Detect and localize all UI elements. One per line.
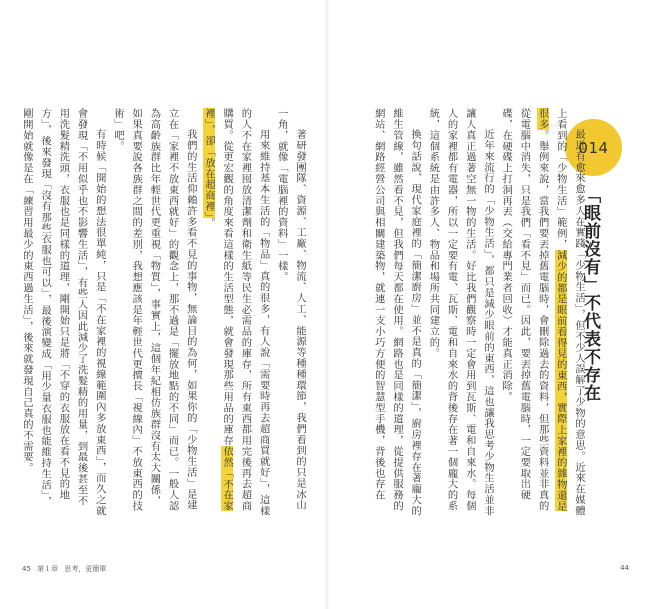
right-page-body <box>347 108 588 516</box>
left-page <box>0 0 327 609</box>
paragraph: 最近有愈來愈多人在實踐「少物生活」，但不少人誤解了少物的意思。近來在媒體上看到的「少物生活」範例，減少的都是眼前看得見的東西，實際上家裡的雜物還是很多。舉例來說，當我們要丟掉舊電腦時，會刪除過去的資料，但那些資料並非真的從電腦中消失，只是我們「看不見」而已。因此，要丟掉舊電腦時，一定要取出硬碟，在硬碟上打洞再丟（交給專門業者回收）才能真正消除。 <box>500 108 585 516</box>
right-folio <box>620 564 629 572</box>
page-number: 45 <box>22 565 31 573</box>
paragraph: 有時候「開始的想法很單純，只是「不在家裡的視線範圍內多放東西」，而久之就會發現「不用似乎也不影響生活」，有些人因此減少了洗髮精的用量，到最後甚至不用洗髮精洗頭，衣服也是同樣的道理，剛開始只是將「不穿的衣服放在看不見的地方」，後來發現「沒有那些衣服也可以」，最後演變成「用少量衣服也能維持生活」，剛開始就像是在「練習用最少的東西過生活」，後來就發現自己真的不需要。 <box>20 108 106 516</box>
chapter-title: 思考，更簡單 <box>64 565 107 573</box>
paragraph: 著研發團隊、資源、工廠、物流、人工、能源等種種環節，我們看到的只是冰山一角，就像「電腦裡的資料」一樣。 <box>275 108 306 511</box>
section-number: 014 <box>578 138 609 157</box>
highlighted-text: 減少的都是眼前看得見的東西，實際上家裡的雜物還是很多 <box>536 108 567 512</box>
paragraph: 用來維持基本生活的「物品」真的很多，有人說「需要時再去超商買就好」，這樣的人不在家裡囤放清潔劑和衛生紙等民生必需品的庫存，所有東西都用完後再去超商購買。從更宏觀的角度來看這樣的生活型態，就會發現那些用品的庫存依然「不在家裡」，卻「放在超商裡」。 <box>202 108 270 516</box>
left-page-body <box>20 108 309 516</box>
paragraph: 近年來流行的「少物生活」，都只是減少眼前的東西，這也讓我思考少物生活並非讓人真正過著空無一物的生活。好比我們觀察時一定會用到瓦斯、電和自來水。每個人的家裡都有電器，所以一定要有電、瓦斯、電和自來水的背後存在著一個龐大的系統，這個系統是由許多人、物品和場所共同建立的。 <box>427 108 494 516</box>
page-number: 44 <box>620 564 629 572</box>
paragraph: 換句話說，現代家庭裡的「簡潔廚房」並不是真的「簡潔」，廚房裡存在著龐大的維生管線，雖然看不見，但我們每天都在使用。網路也是同樣的道理，從提供服務的網站、網路經營公司與相關建築物，就連一支小巧方便的智慧型手機，背後也存在 <box>372 108 422 516</box>
right-page <box>327 0 655 609</box>
paragraph: 我們的生活仰賴許多看不見的事物，無論目的為何，如果你的「少物生活」是建立在「家裡不放東西就好」的觀念上，那不過是「擺放地點的不同」而已。一般人認為高齡族群比年輕世代更重視「物質」，事實上，這個年紀相仿族群沒有太大關係，如果真要說各族群之間的差別，我想應該是年輕世代更擅長「視線內」不放東西的技術」吧。 <box>111 108 197 512</box>
left-folio <box>22 564 106 574</box>
section-title: 「眼前沒有」不代表不存在 <box>580 186 600 402</box>
highlighted-text: 依然「不在家裡」，卻「放在超商裡」 <box>202 108 234 512</box>
chapter-label: 第１章 <box>37 565 59 573</box>
